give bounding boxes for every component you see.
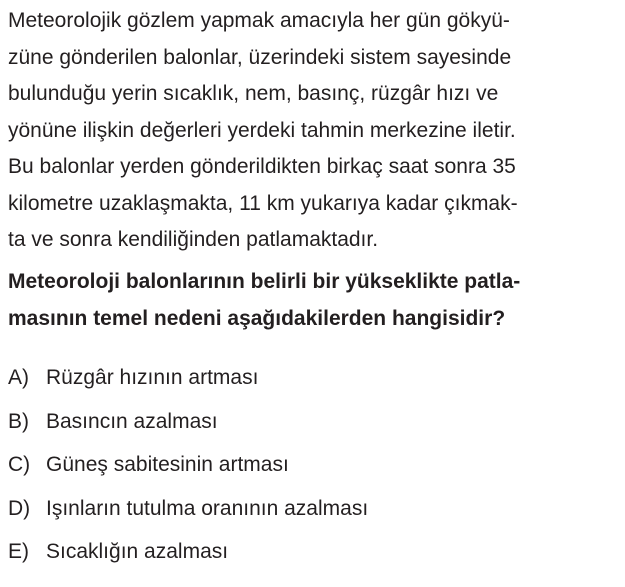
passage-line: yönüne ilişkin değerleri yerdeki tahmin merkezine iletir.: [8, 118, 516, 142]
option-letter: B): [8, 409, 29, 433]
passage-line: bulunduğu yerin sıcaklık, nem, basınç, rüzgâr hızı ve: [8, 82, 499, 105]
answer-options: [8, 360, 620, 578]
passage-line: züne gönderilen balonlar, üzerindeki sistem sayesinde: [8, 45, 512, 69]
option-text: Işınların tutulma oranının azalması: [46, 496, 369, 520]
option-d[interactable]: [8, 491, 620, 535]
question-stem: [8, 263, 620, 337]
option-a[interactable]: [8, 360, 620, 404]
option-text: Güneş sabitesinin artması: [46, 453, 289, 476]
option-text: Sıcaklığın azalması: [46, 540, 229, 563]
option-letter: E): [8, 540, 29, 563]
option-b[interactable]: [8, 404, 620, 448]
option-e[interactable]: [8, 534, 620, 578]
option-letter: A): [8, 366, 29, 389]
option-letter: C): [8, 453, 31, 476]
option-c[interactable]: [8, 447, 620, 491]
option-letter: D): [8, 496, 31, 520]
passage-line: ta ve sonra kendiliğinden patlamaktadır.: [8, 228, 379, 251]
passage-line: Bu balonlar yerden gönderildikten birkaç saat sonra 35: [8, 155, 516, 178]
passage-line: kilometre uzaklaşmakta, 11 km yukarıya kadar çıkmak-: [8, 191, 518, 215]
passage-line: Meteorolojik gözlem yapmak amacıyla her gün gökyü-: [8, 9, 510, 32]
question-line: Meteoroloji balonlarının belirli bir yükseklikte patla-: [8, 270, 521, 293]
passage-text: [8, 3, 620, 259]
option-text: Basıncın azalması: [46, 409, 218, 433]
option-text: Rüzgâr hızının artması: [46, 366, 259, 389]
question-line: masının temel nedeni aşağıdakilerden hangisidir?: [8, 307, 506, 330]
